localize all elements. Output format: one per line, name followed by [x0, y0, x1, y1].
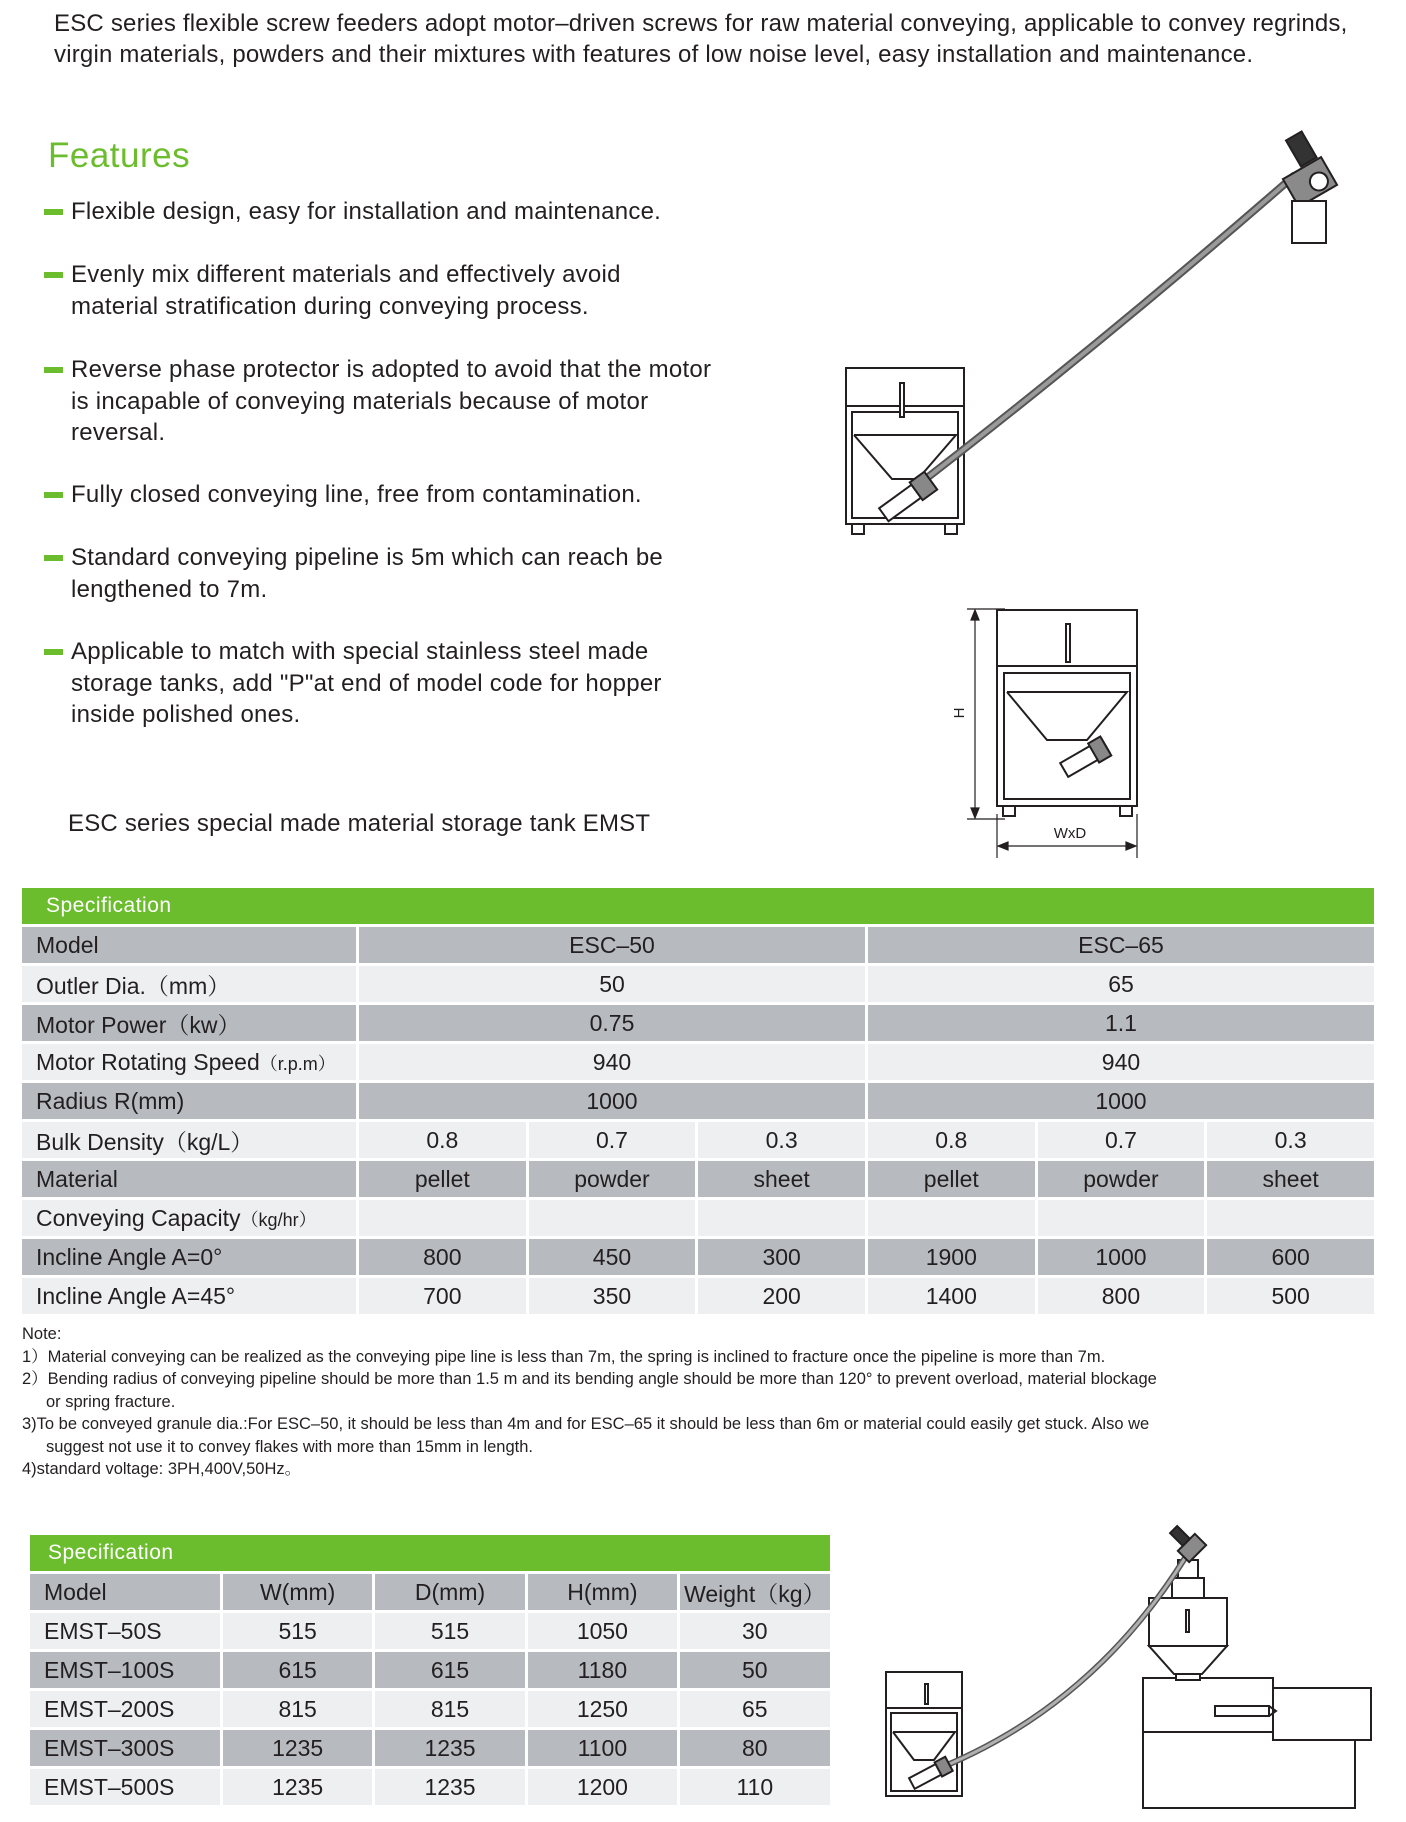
table-row — [30, 1769, 830, 1805]
table-cell — [529, 1200, 696, 1236]
bullet-dash-icon — [44, 555, 63, 561]
table-cell: pellet — [359, 1161, 526, 1197]
table-cell: 1250 — [528, 1691, 676, 1727]
table-cell: 1180 — [528, 1652, 676, 1688]
table-cell: powder — [1038, 1161, 1205, 1197]
table-row — [22, 1161, 1374, 1197]
table-cell — [868, 1200, 1035, 1236]
table-cell: 110 — [680, 1769, 830, 1805]
table-cell: 350 — [529, 1278, 696, 1314]
table-cell: 1235 — [223, 1769, 371, 1805]
note-3: 3)To be conveyed granule dia.:For ESC–50, it should be less than 4m and for ESC–65 it should be less than 6m or material could easily get stuck. Also we — [22, 1415, 1150, 1433]
table-cell: 0.3 — [698, 1122, 865, 1158]
table-row — [30, 1613, 830, 1649]
outer-dia-label: Outler Dia.（mm） — [22, 966, 356, 1002]
table-cell: 1200 — [528, 1769, 676, 1805]
table-row — [30, 1652, 830, 1688]
spec1-title: Specification — [46, 894, 172, 917]
table-cell: 1100 — [528, 1730, 676, 1766]
table-cell: 800 — [1038, 1278, 1205, 1314]
note-2-cont: or spring fracture. — [46, 1392, 176, 1411]
incline-45-label: Incline Angle A=45° — [22, 1278, 356, 1314]
table-cell: 1235 — [223, 1730, 371, 1766]
table-cell — [1207, 1200, 1374, 1236]
table-cell: 940 — [868, 1044, 1374, 1080]
table-cell: 1235 — [375, 1769, 525, 1805]
table-cell: 50 — [680, 1652, 830, 1688]
table-cell: 800 — [359, 1239, 526, 1275]
table-cell: 700 — [359, 1278, 526, 1314]
note-4: 4)standard voltage: 3PH,400V,50Hz。 — [22, 1460, 302, 1478]
density-label: Bulk Density（kg/L） — [22, 1122, 356, 1158]
table-cell: 65 — [680, 1691, 830, 1727]
table-cell: EMST–100S — [30, 1652, 220, 1688]
table-row — [22, 1278, 1374, 1314]
features-heading: Features — [48, 136, 191, 175]
material-label: Material — [22, 1161, 356, 1197]
table-cell: 450 — [529, 1239, 696, 1275]
table-cell: 940 — [359, 1044, 865, 1080]
table-cell: 1.1 — [868, 1005, 1374, 1041]
model-label: Model — [22, 927, 356, 963]
table-cell: 65 — [868, 966, 1374, 1002]
tank-caption: ESC series special made material storage tank EMST — [68, 810, 651, 837]
notes-section — [22, 1323, 1382, 1481]
radius-label: Radius R(mm) — [22, 1083, 356, 1119]
table-cell: 200 — [698, 1278, 865, 1314]
table-row — [22, 1122, 1374, 1158]
intro-paragraph: ESC series flexible screw feeders adopt motor–driven screws for raw material conveying, applicable to convey regrinds, virgin materials, powders and their mixtures with features of low noise level, easy installation and maintenance. — [54, 10, 1348, 68]
table-row — [30, 1691, 830, 1727]
table-cell: 515 — [223, 1613, 371, 1649]
feature-item: Standard conveying pipeline is 5m which can reach be lengthened to 7m. — [44, 542, 714, 605]
spec2-title-bar — [30, 1535, 830, 1571]
table-cell: 815 — [223, 1691, 371, 1727]
table-cell: pellet — [868, 1161, 1035, 1197]
model-esc50: ESC–50 — [359, 927, 865, 963]
table-cell: sheet — [698, 1161, 865, 1197]
spec1-title-bar — [22, 888, 1374, 924]
bullet-dash-icon — [44, 209, 63, 215]
table-row — [22, 1044, 1374, 1080]
table-cell: EMST–50S — [30, 1613, 220, 1649]
spec2-title: Specification — [48, 1541, 174, 1564]
feature-item: Fully closed conveying line, free from contamination. — [44, 479, 714, 511]
feature-item: Reverse phase protector is adopted to avoid that the motor is incapable of conveying materials because of motor reversal. — [44, 354, 714, 449]
table-cell: 1050 — [528, 1613, 676, 1649]
table-cell: 615 — [375, 1652, 525, 1688]
feature-item: Flexible design, easy for installation and maintenance. — [44, 196, 714, 228]
table-cell: sheet — [1207, 1161, 1374, 1197]
bullet-dash-icon — [44, 367, 63, 373]
header-w: W(mm) — [223, 1574, 371, 1610]
table-cell: 80 — [680, 1730, 830, 1766]
table-cell: 0.7 — [529, 1122, 696, 1158]
notes-heading: Note: — [22, 1325, 62, 1343]
motor-power-label: Motor Power（kw） — [22, 1005, 356, 1041]
table-cell: 515 — [375, 1613, 525, 1649]
table-cell: 615 — [223, 1652, 371, 1688]
table-cell: EMST–300S — [30, 1730, 220, 1766]
speed-label: Motor Rotating Speed（r.p.m） — [22, 1044, 356, 1080]
bullet-dash-icon — [44, 492, 63, 498]
width-depth-dimension-label: WxD — [1053, 825, 1087, 842]
table-cell: 1235 — [375, 1730, 525, 1766]
table-cell: 0.7 — [1038, 1122, 1205, 1158]
incline-0-label: Incline Angle A=0° — [22, 1239, 356, 1275]
table-row — [30, 1730, 830, 1766]
table-cell: 1000 — [1038, 1239, 1205, 1275]
table-cell: 0.75 — [359, 1005, 865, 1041]
table-cell: 1900 — [868, 1239, 1035, 1275]
table-cell: 1400 — [868, 1278, 1035, 1314]
feeder-diagram-top — [830, 115, 1350, 555]
table-cell: 0.8 — [868, 1122, 1035, 1158]
table-cell: 50 — [359, 966, 865, 1002]
bullet-dash-icon — [44, 649, 63, 655]
table-row — [22, 1083, 1374, 1119]
table-cell: 600 — [1207, 1239, 1374, 1275]
header-d: D(mm) — [375, 1574, 525, 1610]
table-cell: 500 — [1207, 1278, 1374, 1314]
feature-item: Applicable to match with special stainless steel made storage tanks, add "P"at end of model code for hopper inside polished ones. — [44, 636, 714, 731]
table-cell: powder — [529, 1161, 696, 1197]
table-cell — [359, 1200, 526, 1236]
table-header-row — [30, 1574, 830, 1610]
note-1: 1）Material conveying can be realized as the conveying pipe line is less than 7m, the spring is inclined to fracture once the pipeline is more than 7m. — [22, 1347, 1106, 1366]
emst-spec-table — [27, 1571, 833, 1808]
table-cell: 1000 — [868, 1083, 1374, 1119]
model-esc65: ESC–65 — [868, 927, 1374, 963]
table-cell: EMST–500S — [30, 1769, 220, 1805]
bullet-dash-icon — [44, 272, 63, 278]
header-weight: Weight（kg） — [680, 1574, 830, 1610]
capacity-label: Conveying Capacity（kg/hr） — [22, 1200, 356, 1236]
table-cell: 1000 — [359, 1083, 865, 1119]
note-2: 2）Bending radius of conveying pipeline should be more than 1.5 m and its bending angle should be more than 120° to prevent overload, material blockage — [22, 1370, 1157, 1388]
table-cell: 815 — [375, 1691, 525, 1727]
esc-spec-table — [19, 924, 1377, 1317]
table-row — [22, 1200, 1374, 1236]
table-row — [22, 966, 1374, 1002]
feature-item: Evenly mix different materials and effectively avoid material stratification during conveying process. — [44, 259, 714, 322]
feeder-machine-diagram — [880, 1510, 1395, 1810]
table-row — [22, 1239, 1374, 1275]
table-cell — [698, 1200, 865, 1236]
table-cell: 0.3 — [1207, 1122, 1374, 1158]
header-model: Model — [30, 1574, 220, 1610]
note-3-cont: suggest not use it to convey flakes with more than 15mm in length. — [46, 1437, 534, 1456]
height-dimension-label: H — [951, 707, 968, 719]
table-cell: 300 — [698, 1239, 865, 1275]
table-row — [22, 1005, 1374, 1041]
table-row — [22, 927, 1374, 963]
table-cell: 30 — [680, 1613, 830, 1649]
header-h: H(mm) — [528, 1574, 676, 1610]
table-cell: 0.8 — [359, 1122, 526, 1158]
table-cell: EMST–200S — [30, 1691, 220, 1727]
table-cell — [1038, 1200, 1205, 1236]
